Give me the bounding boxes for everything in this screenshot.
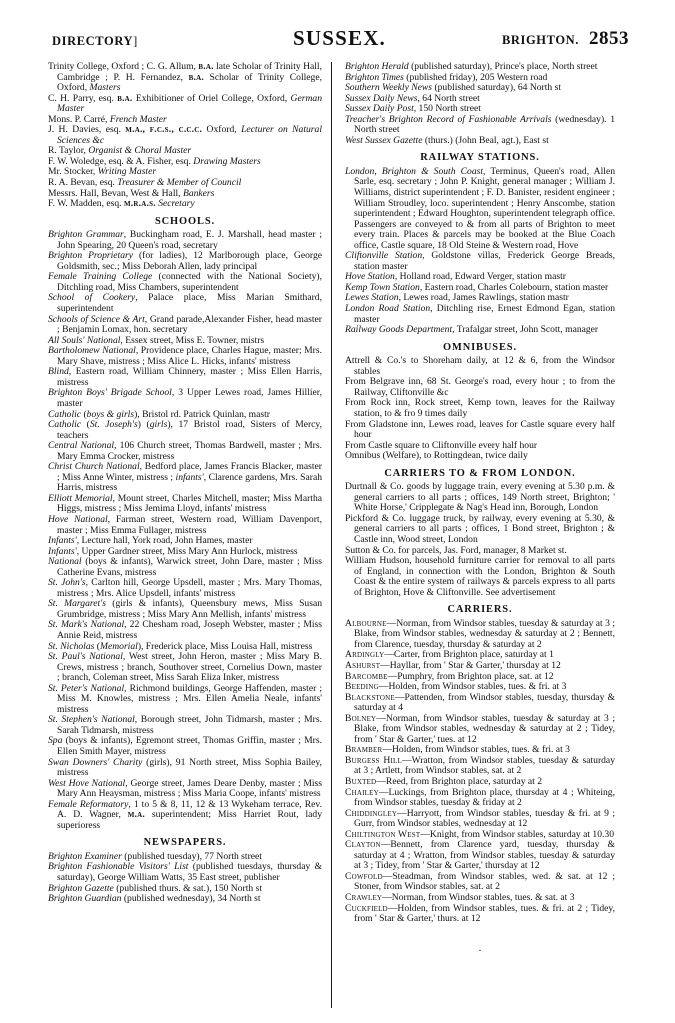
newspaper-entry: Brighton Examiner (published tuesday), 77 North street: [48, 850, 262, 862]
running-head-bracket: ]: [133, 34, 138, 48]
college-staff-entry: Trinity College, Oxford ; C. G. Allum, b.a. late Scholar of Trinity Hall, Cambridge ; P. H. Fernandez, b.a. Scholar of Trinity College, Oxford, Masters: [48, 61, 323, 94]
school-entry: St. Paul's National, West street, John Heron, master ; Miss Mary B. Crews, mistress ; branch, Southover street, Cornelius Down, master ; branch, Coleman street, Miss Sarah Eliza Inker, mistress: [48, 651, 323, 684]
carriers-list: [345, 619, 615, 925]
carrier-london-entry: Pickford & Co. luggage truck, by railway, every evening at 5.30, & general carriers to all parts ; offices, 1 Bond street, Brighton ; & Castle inn, Wood street, London: [345, 512, 615, 545]
carrier-entry: Beeding—Holden, from Windsor stables, tues. & fri. at 3: [345, 681, 567, 693]
school-entry: Infants', Upper Gardner street, Miss Mary Ann Hurlock, mistress: [48, 545, 298, 557]
newspaper-entry: Brighton Gazette (published thurs. & sat.), 150 North st: [48, 882, 262, 894]
running-head: [48, 26, 631, 56]
carrier-entry: Blackstone—Pattenden, from Windsor stables, tuesday, thursday & saturday at 4: [345, 691, 615, 714]
carriers-heading: CARRIERS.: [447, 604, 513, 616]
carrier-entry: Buxted—Reed, from Brighton place, saturday at 2: [345, 776, 543, 787]
carrier-entry: Barcombe—Pumphry, from Brighton place, sat. at 12: [345, 670, 554, 682]
newspapers-list: [48, 852, 322, 905]
school-entry: Brighton Grammar, Buckingham road, E. J. Marshall, head master ; John Spearing, 20 Queen's road, secretary: [48, 229, 322, 251]
carrier-entry: Cuckfield—Holden, from Windsor stables, tues. & fri. at 2 ; Tidey, from ' Star & Garter,' thurs. at 12: [345, 902, 615, 925]
school-entry: Schools of Science & Art, Grand parade,Alexander Fisher, head master ; Benjamin Lomax, hon. secretary: [48, 313, 322, 336]
omnibus-entry: From Rock inn, Rock street, Kemp town, leaves for the Railway station, to & fro 9 times daily: [345, 397, 615, 419]
school-entry: Elliott Memorial, Mount street, Charles Mitchell, master; Miss Martha Higgs, mistress ; Miss Jemima Lloyd, infants' mistress: [48, 492, 322, 515]
college-staff-entry: F. W. Madden, esq. m.r.a.s. Secretary: [48, 198, 195, 210]
newspaper-entry: Sussex Daily News, 64 North street: [345, 92, 480, 104]
carrier-entry: Crawley—Norman, from Windsor stables, tues. & sat. at 3: [345, 892, 575, 904]
carrier-entry: Bolney—Norman, from Windsor stables, tuesday & saturday at 3 ; Blake, from Windsor stables, wednesday & saturday at 2 ; Tidey, from ' Star & Garter,' tues. at 12: [345, 712, 615, 745]
railway-station-entry: Kemp Town Station, Eastern road, Charles Colebourn, station master: [345, 281, 609, 293]
footer-mark: .: [478, 941, 482, 954]
carrier-london-entry: William Hudson, household furniture carrier for removal to all parts of England, in connection with the London, Brighton & South Coast & the entire system of railways & parcels express to all parts of Brighton, Hove & Cliftonville. See advertisement: [345, 555, 615, 598]
carriers-to-from-london-heading: CARRIERS TO & FROM LONDON.: [384, 467, 576, 479]
carrier-entry: Chailey—Luckings, from Brighton place, thursday at 4 ; Whiteing, from Windsor stables, tuesday & friday at 2: [345, 786, 615, 809]
railway-station-entry: London, Brighton & South Coast, Terminus, Queen's road, Allen Sarle, esq. secretary ; John P. Knight, general manager ; William J. Williams, district superintendent ; F. D. Banister, resident engineer ; William Stroudley, loco. superintendent ; Henry Anscombe, station superintendent ; Edward Houghton, superintendent telegraph office. Passengers are conveyed to & from all parts of Brighton to meet every train. Places & parcels may be booked at the Blue Coach office, Castle square, 18 Old Steine & Western road, Hove: [345, 165, 615, 251]
railway-station-entry: Hove Station, Holland road, Edward Verger, station mastr: [345, 271, 566, 283]
school-entry: Swan Downers' Charity (girls), 91 North street, Miss Sophia Bailey, mistress: [48, 756, 322, 779]
newspapers-heading: NEWSPAPERS.: [143, 837, 227, 849]
college-staff-entry: Mons. P. Carré, French Master: [48, 113, 167, 125]
college-staff-list: [48, 62, 322, 210]
carrier-entry: Cowfold—Steadman, from Windsor stables, wed. & sat. at 12 ; Stoner, from Windsor stables, sat. at 2: [345, 870, 615, 893]
school-entry: School of Cookery, Palace place, Miss Marian Smithard, superintendent: [48, 292, 322, 315]
omnibus-entry: From Castle square to Cliftonville every half hour: [345, 439, 538, 451]
college-staff-entry: R. A. Bevan, esq. Treasurer & Member of Council: [48, 177, 242, 189]
left-column: [48, 62, 331, 1008]
newspaper-entry: West Sussex Gazette (thurs.) (John Beal, agt.), East st: [345, 134, 549, 146]
school-entry: Spa (boys & infants), Egremont street, Thomas Griffin, master ; Mrs. Ellen Smith Mayer, mistress: [48, 735, 322, 757]
railway-station-entry: Cliftonville Station, Goldstone villas, Frederick George Breads, station master: [345, 250, 616, 272]
newspaper-entry: Sussex Daily Post, 150 North street: [345, 103, 481, 115]
railway-station-entry: Lewes Station, Lewes road, James Rawlings, station mastr: [345, 292, 569, 304]
school-entry: Hove National, Farman street, Western road, William Davenport, master ; Miss Emma Fullager, mistress: [48, 513, 322, 536]
newspaper-entry: Treacher's Brighton Record of Fashionable Arrivals (wednesday). 1 North street: [345, 113, 615, 136]
school-entry: Christ Church National, Bedford place, James Francis Blacker, master ; Miss Anne Winter, mistress ; infants', Clarence gardens, Mrs. Sarah Harris, mistress: [48, 461, 322, 494]
schools-heading: SCHOOLS.: [154, 215, 216, 227]
carrier-entry: Albourne—Norman, from Windsor stables, tuesday & saturday at 3 ; Blake, from Windsor stables, wednesday & saturday at 2 ; Bennett, from Clarence, tuesday, thursday & saturday at 2: [345, 617, 615, 650]
carrier-entry: Ashurst—Hayllar, from ' Star & Garter,' thursday at 12: [345, 659, 561, 671]
page-number: 2853: [589, 28, 629, 49]
column-layout: [48, 62, 631, 1008]
carrier-entry: Bramber—Holden, from Windsor stables, tues. & fri. at 3: [345, 744, 570, 756]
school-entry: Brighton Proprietary (for ladies), 12 Marlborough place, George Goldsmith, sec.; Miss Deborah Allen, lady principal: [48, 250, 322, 272]
right-column: [332, 62, 615, 1008]
college-staff-entry: R. Taylor, Organist & Choral Master: [48, 145, 192, 157]
carrier-london-entry: Durtnall & Co. goods by luggage train, every evening at 5.30 p.m. & general carriers to all parts ; offices, 149 North street, Brighton; ' White Horse,' Cripplegate & Nag's Head inn, Borough, London: [345, 481, 615, 514]
school-entry: Female Reformatory, 1 to 5 & 8, 11, 12 & 13 Wykeham terrace, Rev. A. D. Wagner, m.a. superintendent; Miss Harriet Rout, lady superioress: [48, 798, 322, 831]
school-entry: Blind, Eastern road, William Chinnery, master ; Miss Ellen Harris, mistress: [48, 366, 322, 388]
school-entry: St. Mark's National, 22 Chesham road, Joseph Webster, master ; Miss Annie Reid, mistress: [48, 619, 322, 641]
omnibus-entry: Attrell & Co.'s to Shoreham daily, at 12 & 6, from the Windsor stables: [345, 355, 615, 377]
school-entry: St. Margaret's (girls & infants), Queensbury mews, Miss Susan Grumbridge, mistress ; Miss Mary Ann Mellish, infants' mistress: [48, 598, 322, 620]
railway-station-entry: Railway Goods Department, Trafalgar street, John Scott, manager: [345, 324, 599, 336]
college-staff-entry: Messrs. Hall, Bevan, West & Hall, Bankers: [48, 187, 215, 199]
college-staff-entry: F. W. Woledge, esq. & A. Fisher, esq. Drawing Masters: [48, 155, 261, 167]
carrier-entry: Chiltington West—Knight, from Windsor stables, saturday at 10.30: [345, 828, 615, 840]
school-entry: National (boys & infants), Warwick street, John Dare, master ; Miss Catherine Evans, mistress: [48, 556, 322, 578]
college-staff-entry: C. H. Parry, esq. b.a. Exhibitioner of Oriel College, Oxford, German Master: [48, 92, 322, 115]
carrier-entry: Chiddingley—Harryott, from Windsor stables, tuesday & fri. at 9 ; Gurr, from Windsor stables, wednesday at 12: [345, 807, 615, 830]
running-head-right: [502, 28, 629, 50]
school-entry: Bartholomew National, Providence place, Charles Hague, master; Mrs. Mary Shave, mistress ; Miss Alice L. Hicks, infants' mistress: [48, 345, 322, 367]
newspaper-entry: Brighton Guardian (published wednesday), 34 North st: [48, 893, 261, 905]
railway-stations-heading: RAILWAY STATIONS.: [420, 152, 540, 164]
school-entry: Female Training College (connected with the National Society), Ditchling road, Miss Chambers, superintendent: [48, 271, 322, 293]
school-entry: Infants', Lecture hall, York road, John Hames, master: [48, 535, 253, 547]
school-entry: St. John's, Carlton hill, George Upsdell, master ; Mrs. Mary Thomas, mistress ; Mrs. Alice Upsdell, infants' mistress: [48, 577, 323, 599]
college-staff-entry: Mr. Stocker, Writing Master: [48, 166, 157, 178]
running-head-place: BRIGHTON.: [501, 33, 579, 47]
carrier-entry: Ardingly—Carter, from Brighton place, saturday at 1: [345, 649, 554, 661]
schools-list: [48, 230, 322, 831]
newspapers-list-continued: [345, 62, 615, 146]
newspaper-entry: Brighton Herald (published saturday), Prince's place, North street: [345, 61, 598, 72]
omnibus-entry: From Gladstone inn, Lewes road, leaves for Castle square every half hour: [345, 418, 615, 441]
carrier-entry: Burgess Hill—Wratton, from Windsor stables, tuesday & saturday at 3 ; Artlett, from Windsor stables, sat. at 2: [345, 754, 615, 777]
railway-stations-list: [345, 167, 615, 336]
school-entry: Brighton Boys' Brigade School, 3 Upper Lewes road, James Hillier, master: [48, 387, 322, 409]
school-entry: St. Nicholas (Memorial), Frederick place, Miss Louisa Hall, mistress: [48, 640, 313, 652]
newspaper-entry: Brighton Times (published friday), 205 Western road: [345, 71, 548, 83]
college-staff-entry: J. H. Davies, esq. m.a., f.c.s., c.c.c. Oxford, Lecturer on Natural Sciences &c: [48, 124, 322, 146]
omnibus-entry: Omnibus (Welfare), to Rottingdean, twice daily: [345, 450, 528, 462]
school-entry: St. Peter's National, Richmond buildings, George Haffenden, master ; Miss M. Knowles, mistress ; Mrs. Ellen Amelia Neale, infants' mistress: [48, 682, 322, 715]
school-entry: Central National, 106 Church street, Thomas Bardwell, master ; Mrs. Mary Emma Crocker, mistress: [48, 440, 323, 462]
newspaper-entry: Brighton Fashionable Visitors' List (published tuesdays, thursday & saturday), George William Watts, 35 East street, publisher: [48, 861, 322, 884]
carrier-london-entry: Sutton & Co. for parcels, Jas. Ford, manager, 8 Market st.: [345, 544, 567, 556]
omnibus-entry: From Belgrave inn, 68 St. George's road, every hour ; to from the Railway, Cliftonville &c: [345, 376, 615, 398]
school-entry: All Souls' National, Essex street, Miss E. Towner, mistrs: [48, 334, 265, 346]
railway-station-entry: London Road Station, Ditchling rise, Ernest Edmond Egan, station master: [345, 303, 615, 325]
omnibuses-heading: OMNIBUSES.: [443, 341, 517, 353]
school-entry: St. Stephen's National, Borough street, John Tidmarsh, master ; Mrs. Sarah Tidmarsh, mistress: [48, 714, 322, 736]
running-head-section-label: DIRECTORY: [52, 34, 134, 48]
omnibuses-list: [345, 356, 615, 461]
newspaper-entry: Southern Weekly News (published saturday), 64 North st: [345, 82, 562, 94]
school-entry: Catholic (St. Joseph's) (girls), 17 Bristol road, Sisters of Mercy, teachers: [48, 419, 323, 441]
school-entry: West Hove National, George street, James Deare Denby, master ; Miss Mary Ann Heaysman, mistress ; Miss Maria Coope, infants' mistress: [48, 777, 323, 800]
carriers-to-from-london-list: [345, 482, 615, 598]
carrier-entry: Clayton—Bennett, from Clarence yard, tuesday, thursday & saturday at 4 ; Wratton, from Windsor stables, tuesday & saturday at 3 ; Tidey, from ' Star & Garter,' thursday at 12: [345, 839, 615, 872]
page-title: SUSSEX.: [292, 26, 387, 50]
school-entry: Catholic (boys & girls), Bristol rd. Patrick Quinlan, mastr: [48, 408, 270, 420]
